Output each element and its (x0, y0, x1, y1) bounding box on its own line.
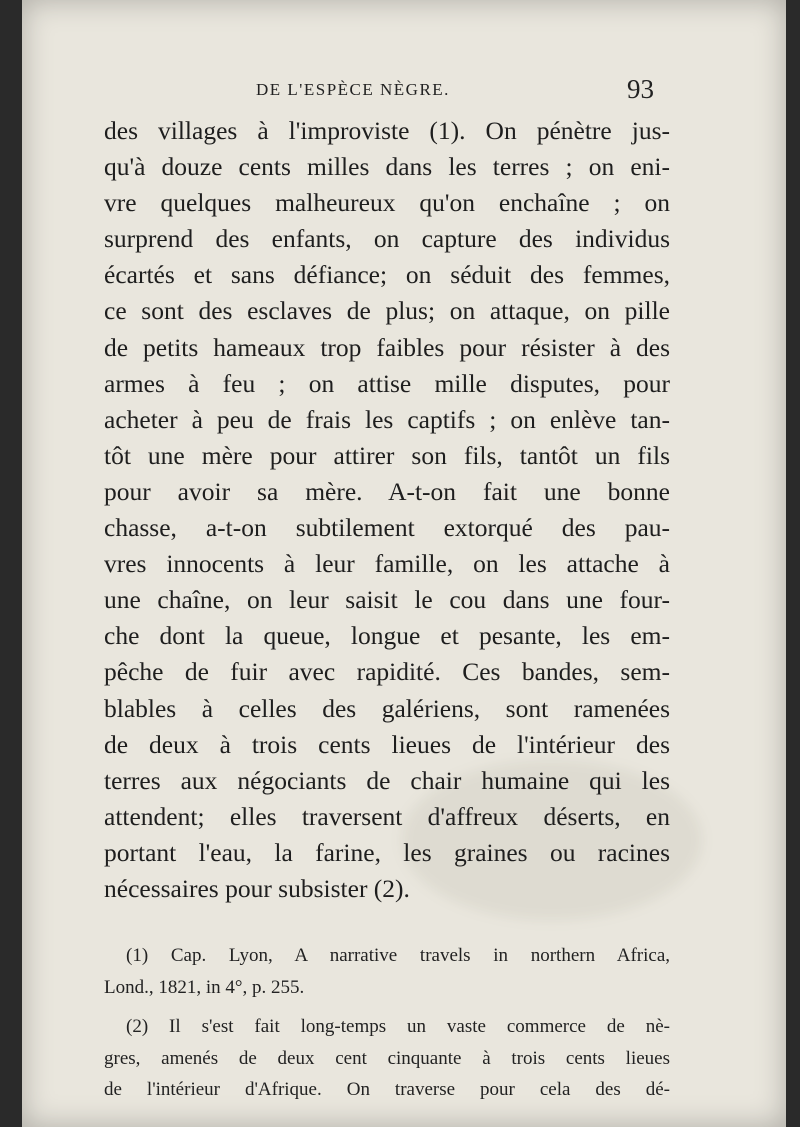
footnote-gap (104, 1003, 670, 1011)
text-line: des villages à l'improviste (1). On pénètre jus- (104, 116, 670, 145)
text-line: blables à celles des galériens, sont ramenées (104, 693, 670, 723)
text-line: pour avoir sa mère. A-t-on fait une bonne (104, 476, 670, 506)
text-line: une chaîne, on leur saisit le cou dans une four- (104, 585, 670, 615)
text-line: che dont la queue, longue et pesante, les em- (104, 621, 670, 651)
footnote-2-line: gres, amenés de deux cent cinquante à trois cents lieues (104, 1047, 670, 1069)
text-line: attendent; elles traversent d'affreux déserts, en (104, 801, 670, 831)
footnote-1-line: (1) Cap. Lyon, A narrative travels in northern Africa, (126, 945, 670, 966)
footnote-2-line: de l'intérieur d'Afrique. On traverse pour cela des dé- (104, 1079, 670, 1100)
text-line: qu'à douze cents milles dans les terres ; on eni- (104, 152, 670, 182)
main-text (104, 113, 670, 907)
text-line: surprend des enfants, on capture des individus (104, 224, 670, 254)
text-line: armes à feu ; on attise mille disputes, pour (104, 368, 670, 398)
text-line: portant l'eau, la farine, les graines ou racines (104, 837, 670, 867)
footnotes (104, 940, 670, 1106)
footnote-2-line: (2) Il s'est fait long-temps un vaste commerce de nè- (126, 1016, 670, 1037)
text-line: chasse, a-t-on subtilement extorqué des pau- (104, 513, 670, 543)
page-number: 93 (627, 74, 654, 104)
text-line: vres innocents à leur famille, on les attache à (104, 549, 670, 579)
book-page (22, 0, 786, 1127)
text-line: ce sont des esclaves de plus; on attaque, on pille (104, 296, 670, 326)
text-line: acheter à peu de frais les captifs ; on enlève tan- (104, 404, 670, 434)
running-title: DE L'ESPÈCE NÈGRE. (256, 80, 450, 99)
text-line: nécessaires pour subsister (2). (104, 873, 410, 903)
text-line: de petits hameaux trop faibles pour résister à des (104, 332, 670, 362)
text-line: vre quelques malheureux qu'on enchaîne ; on (104, 188, 670, 218)
running-header (22, 74, 786, 104)
text-line: terres aux négociants de chair humaine qui les (104, 765, 670, 795)
text-line: pêche de fuir avec rapidité. Ces bandes, sem- (104, 657, 670, 687)
text-line: de deux à trois cents lieues de l'intérieur des (104, 729, 670, 759)
text-line: écartés et sans défiance; on séduit des femmes, (104, 260, 670, 290)
text-line: tôt une mère pour attirer son fils, tantôt un fils (104, 440, 670, 470)
footnote-1-line: Lond., 1821, in 4°, p. 255. (104, 976, 305, 998)
